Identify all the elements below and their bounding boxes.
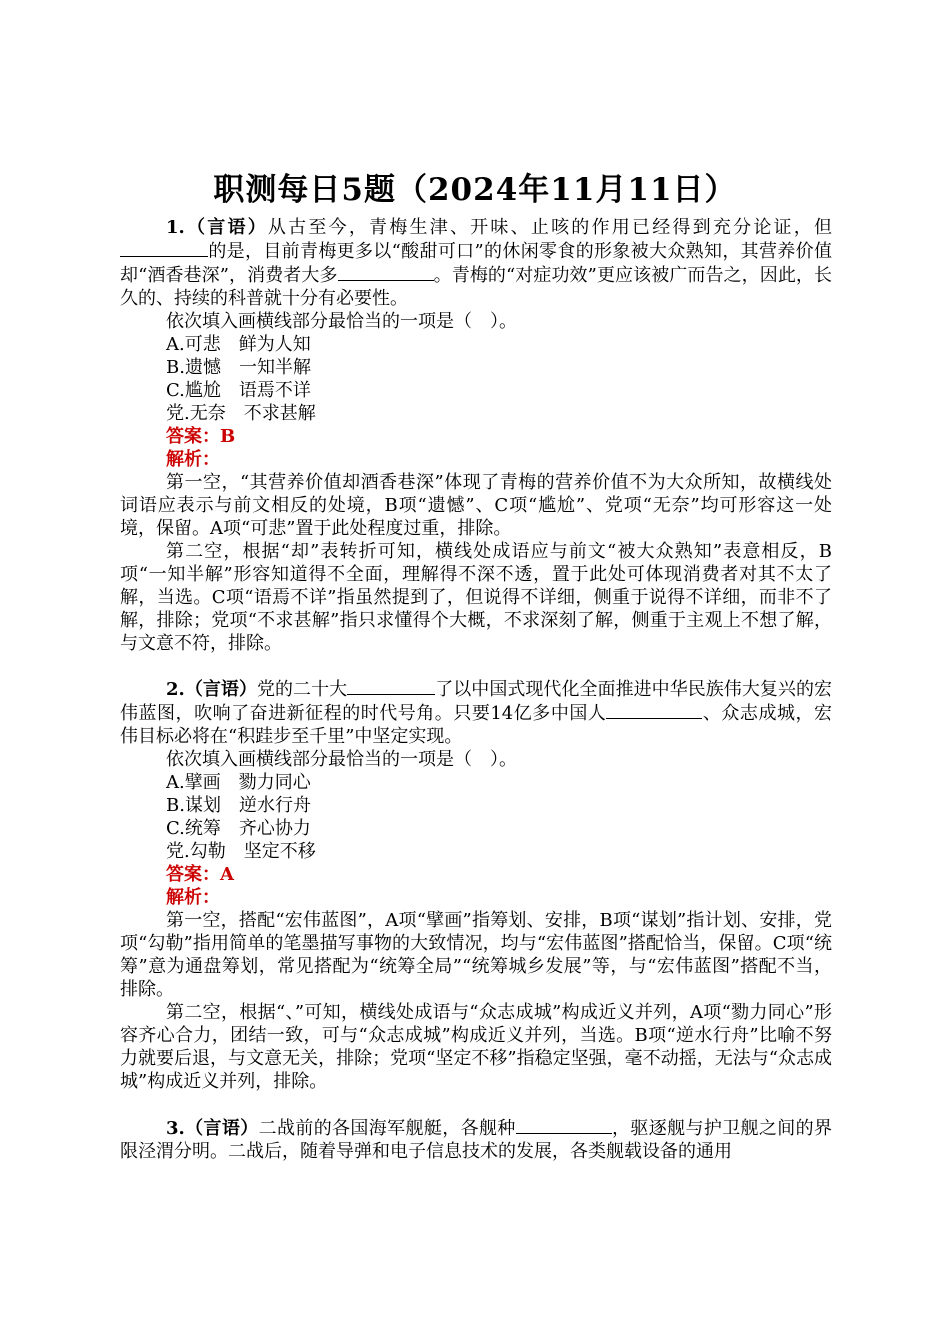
- analysis-paragraph: 第一空，搭配“宏伟蓝图”，A项“擘画”指筹划、安排，B项“谋划”指计划、安排，党项“勾勒”指用简单的笔墨描写事物的大致情况，均与“宏伟蓝图”搭配恰当，保留。C项“统筹”意为通盘筹划，常见搭配为“统筹全局”“统筹城乡发展”等，与“宏伟蓝图”搭配不当，排除。: [120, 910, 832, 1000]
- option-c: C.统筹 齐心协力: [166, 818, 311, 839]
- option-b: B.遗憾 一知半解: [166, 357, 311, 378]
- answer-label: 答案：A: [166, 864, 234, 885]
- option-d: 党.无奈 不求甚解: [166, 403, 316, 424]
- question-stem: 1.（言语）从古至今，青梅生津、开味、止咳的作用已经得到充分论证，但的是，目前青梅更多以“酸甜可口”的休闲零食的形象被大众熟知，其营养价值却“酒香巷深”，消费者大多 。青梅的“对症功效”更应该被广而告之，因此，长久的、持续的科普就十分有必要性。: [120, 217, 833, 309]
- question-prompt: 依次填入画横线部分最恰当的一项是（ ）。: [166, 749, 517, 770]
- question-number: 3.（言语）: [166, 1118, 259, 1139]
- analysis-paragraph: 第二空，根据“、”可知，横线处成语与“众志成城”构成近义并列，A项“勠力同心”形容齐心合力，团结一致，可与“众志成城”构成近义并列，当选。B项“逆水行舟”比喻不努力就要后退，与文意无关，排除；党项“坚定不移”指稳定坚强，毫不动摇，无法与“众志成城”构成近义并列，排除。: [120, 1002, 832, 1092]
- page-title: 职测每日5题（2024年11月11日）: [213, 172, 737, 208]
- option-a: A.可悲 鲜为人知: [166, 334, 311, 355]
- option-b: B.谋划 逆水行舟: [166, 795, 311, 816]
- answer-label: 答案：B: [166, 426, 236, 447]
- question-prompt: 依次填入画横线部分最恰当的一项是（ ）。: [166, 311, 517, 332]
- question-3: [120, 1116, 832, 1163]
- fill-blank: [338, 263, 434, 281]
- fill-blank: [606, 701, 702, 719]
- question-number: 1.（言语）: [166, 217, 268, 238]
- question-number: 2.（言语）: [166, 679, 257, 700]
- option-c: C.尴尬 语焉不详: [166, 380, 311, 401]
- option-d: 党.勾勒 坚定不移: [166, 841, 316, 862]
- analysis-paragraph: 第一空，“其营养价值却酒香巷深”体现了青梅的营养价值不为大众所知，故横线处词语应表示与前文相反的处境，B项“遗憾”、C项“尴尬”、党项“无奈”均可形容这一处境，保留。A项“可悲”置于此处程度过重，排除。: [120, 472, 832, 539]
- analysis-paragraph: 第二空，根据“却”表转折可知，横线处成语应与前文“被大众熟知”表意相反，B项“一知半解”形容知道得不全面，理解得不深不透，置于此处可体现消费者对其不太了解，当选。C项“语焉不详”指虽然提到了，但说得不详细，侧重于说得不详细，而非不了解，排除；党项“不求甚解”指只求懂得个大概，不求深刻了解，侧重于主观上不想了解，与文意不符，排除。: [120, 541, 832, 654]
- analysis-label: 解析：: [166, 887, 220, 908]
- fill-blank: [347, 677, 435, 695]
- question-2: [120, 677, 832, 1093]
- fill-blank: [516, 1116, 612, 1134]
- question-stem: 3.（言语）二战前的各国海军舰艇，各舰种 ，驱逐舰与护卫舰之间的界限泾渭分明。二战后，随着导弹和电子信息技术的发展，各类舰载设备的通用: [120, 1118, 833, 1162]
- option-a: A.擘画 勠力同心: [166, 772, 311, 793]
- fill-blank: [120, 239, 208, 257]
- analysis-label: 解析：: [166, 449, 220, 470]
- question-1: [120, 216, 832, 655]
- question-stem: 2.（言语）党的二十大 了以中国式现代化全面推进中华民族伟大复兴的宏伟蓝图，吹响了奋进新征程的时代号角。只要14亿多中国人 、众志成城，宏伟目标必将在“积跬步至千里”中坚定实现。: [120, 679, 833, 747]
